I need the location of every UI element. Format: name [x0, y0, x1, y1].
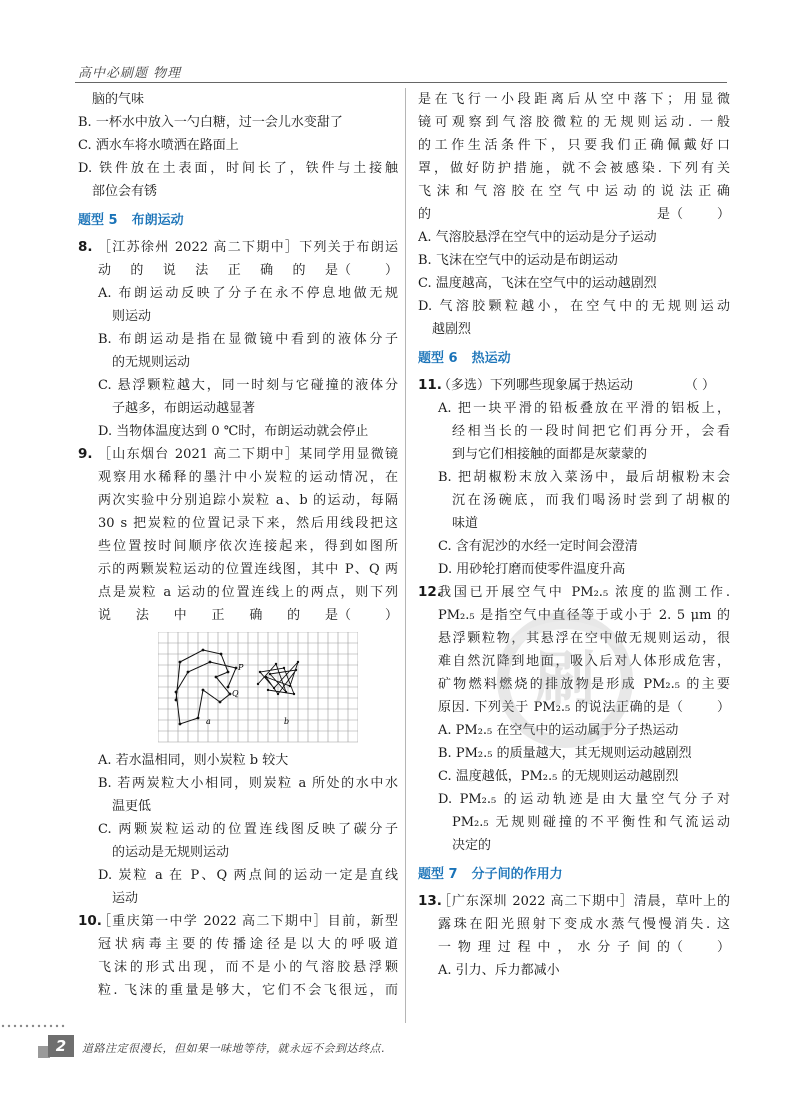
q7-option-d-cont: 部位会有锈: [92, 184, 158, 199]
question-number: 13.: [418, 893, 442, 909]
question-text: （多选）下列哪些现象属于热运动: [438, 378, 634, 393]
q7-option-c: C. 洒水车将水喷洒在路面上: [78, 138, 239, 153]
question-text: 说法中正确的是: [98, 608, 338, 623]
header-rule: [75, 82, 727, 83]
q11-option-a-cont: 经相当长的一段时间把它们再分开，会看: [452, 424, 730, 439]
answer-blank[interactable]: （ ）: [670, 700, 730, 715]
q7-option-b: B. 一杯水中放入一勺白糖，过一会儿水变甜了: [78, 115, 343, 130]
watermark-seal: [490, 605, 640, 755]
answer-blank[interactable]: （ ）: [338, 608, 398, 623]
question-13-stem-end: [418, 936, 730, 959]
section-title: 热运动: [471, 351, 511, 366]
watermark-text: 刷: [535, 645, 595, 715]
q9-option-d-cont: 运动: [112, 891, 139, 906]
question-text: 露珠在阳光照射下变成水蒸气慢慢消失. 这: [438, 917, 730, 932]
question-text: 粒. 飞沫的重量是够大，它们不会飞很远，而: [98, 983, 398, 998]
q10-option-b[interactable]: B. 飞沫在空气中的运动是布朗运动: [418, 253, 618, 268]
q7-option-d: D. 铁件放在土表面，时间长了，铁件与土接触: [78, 161, 398, 176]
q9-option-a[interactable]: A. 若水温相同，则小炭粒 b 较大: [98, 753, 289, 768]
question-number: 8.: [78, 239, 93, 255]
question-text: 我国已开展空气中 PM₂.₅ 浓度的监测工作.: [438, 585, 730, 600]
question-8-stem-end: [78, 259, 398, 282]
section-heading-7: [418, 863, 730, 886]
question-text: 的工作生活条件下，只要我们正确佩戴好口: [418, 138, 730, 153]
question-text: 两次实验中分别追踪小炭粒 a、b 的运动，每隔: [98, 493, 398, 508]
footer-motto: 道路注定很漫长，但如果一味地等待，就永远不会到达终点.: [82, 1042, 385, 1055]
question-number: 11.: [418, 377, 442, 393]
q11-option-b[interactable]: B. 把胡椒粉末放入菜汤中，最后胡椒粉末会: [438, 470, 730, 485]
section-heading-5: [78, 209, 398, 232]
section-label: 题型 7: [418, 867, 458, 882]
question-text: 的是: [418, 207, 670, 222]
question-text: 30 s 把炭粒的位置记录下来，然后用线段把这: [98, 516, 398, 531]
q12-option-b[interactable]: B. PM₂.₅ 的质量越大，其无规则运动越剧烈: [438, 746, 692, 761]
question-text: 矿物燃料燃烧的排放物是形成 PM₂.₅ 的主要: [438, 677, 730, 692]
grid-lines: [158, 632, 358, 742]
question-13-stem: [418, 890, 730, 913]
q8-option-c-cont: 子越多，布朗运动越显著: [112, 401, 256, 416]
q9-option-c-cont: 的运动是无规则运动: [112, 845, 230, 860]
q11-option-c[interactable]: C. 含有泥沙的水经一定时间会澄清: [438, 539, 638, 554]
question-text: 难自然沉降到地面，吸入后对人体形成危害，: [438, 654, 730, 669]
section-title: 布朗运动: [131, 213, 184, 228]
label-a: a: [206, 717, 211, 726]
q11-option-a[interactable]: A. 把一块平滑的铅板叠放在平滑的铝板上，: [438, 401, 730, 416]
q11-option-b-cont: 味道: [452, 516, 479, 531]
page-number: 2: [48, 1035, 74, 1057]
question-text: ［重庆第一中学 2022 高二下期中］目前，新型: [98, 914, 398, 929]
question-10-stem-end: [418, 203, 730, 226]
question-text: 动的说法正确的是: [98, 263, 338, 278]
q11-option-a-cont: 到与它们相接触的面都是灰蒙蒙的: [452, 447, 648, 462]
question-text: 飞沫的形式出现，而不是小的气溶胶悬浮颗: [98, 960, 398, 975]
label-q: Q: [232, 689, 239, 698]
q8-option-a[interactable]: A. 布朗运动反映了分子在永不停息地做无规: [98, 286, 398, 301]
question-text: 飞沫和气溶胶在空气中运动的说法正确: [418, 184, 730, 199]
question-text: ［山东烟台 2021 高二下期中］某同学用显微镜: [98, 447, 398, 462]
q7-option-c-tail: 脑的气味: [92, 92, 145, 107]
question-text: 冠状病毒主要的传播途径是以大的呼吸道: [98, 937, 398, 952]
label-p: P: [238, 663, 244, 672]
running-header: 高中必刷题 物理: [78, 66, 182, 81]
question-text: 原因. 下列关于 PM₂.₅ 的说法正确的是: [438, 700, 670, 715]
q9-option-b-cont: 温更低: [112, 799, 152, 814]
q8-option-c[interactable]: C. 悬浮颗粒越大，同一时刻与它碰撞的液体分: [98, 378, 398, 393]
question-text: 罩，做好防护措施，就不会被感染. 下列有关: [418, 161, 730, 176]
q8-option-a-cont: 则运动: [112, 309, 152, 324]
q11-option-d[interactable]: D. 用砂轮打磨而使零件温度升高: [438, 562, 626, 577]
q11-option-b-cont: 沉在汤碗底，而我们喝汤时尝到了胡椒的: [452, 493, 730, 508]
question-number: 10.: [78, 913, 102, 929]
answer-blank[interactable]: （ ）: [338, 263, 398, 278]
q10-option-a[interactable]: A. 气溶胶悬浮在空气中的运动是分子运动: [418, 230, 657, 245]
question-8-stem: [78, 236, 398, 259]
question-text: ［广东深圳 2022 高二下期中］清晨，草叶上的: [438, 894, 730, 909]
section-label: 题型 5: [78, 213, 118, 228]
question-11-stem: [418, 374, 730, 397]
brownian-motion-figure: [78, 632, 398, 745]
q12-option-a[interactable]: A. PM₂.₅ 在空气中的运动属于分子热运动: [438, 723, 679, 738]
right-column: [418, 88, 730, 982]
q9-option-b[interactable]: B. 若两炭粒大小相同，则炭粒 a 所处的水中水: [98, 776, 398, 791]
answer-blank[interactable]: （ ）: [684, 378, 716, 393]
q12-option-d-cont: 决定的: [452, 838, 492, 853]
question-12-stem: [418, 581, 730, 604]
question-text: 点是炭粒 a 运动的位置连线上的两点，则下列: [98, 585, 398, 600]
answer-blank[interactable]: （ ）: [670, 207, 730, 222]
question-number: 12.: [418, 584, 442, 600]
q9-option-c[interactable]: C. 两颗炭粒运动的位置连线图反映了碳分子: [98, 822, 398, 837]
q9-option-d[interactable]: D. 炭粒 a 在 P、Q 两点间的运动一定是直线: [98, 868, 398, 883]
question-text: ［江苏徐州 2022 高二下期中］下列关于布朗运: [98, 240, 398, 255]
label-b: b: [284, 717, 290, 726]
question-text: 观察用水稀释的墨汁中小炭粒的运动情况，在: [98, 470, 398, 485]
question-text: 一物理过程中，水分子间的: [438, 940, 670, 955]
q8-option-b[interactable]: B. 布朗运动是指在显微镜中看到的液体分子: [98, 332, 398, 347]
question-text: 些位置按时间顺序依次连接起来，得到如图所: [98, 539, 398, 554]
question-text: PM₂.₅ 是指空气中直径等于或小于 2. 5 μm 的: [438, 608, 730, 623]
q12-option-d-cont: PM₂.₅ 无规则碰撞的不平衡性和气流运动: [452, 815, 730, 830]
question-10-stem: [78, 910, 398, 933]
question-text: 镜可观察到气溶胶微粒的无规则运动. 一般: [418, 115, 730, 130]
question-text: 示的两颗炭粒运动的位置连线图，其中 P、Q 两: [98, 562, 398, 577]
question-number: 9.: [78, 446, 93, 462]
q8-option-d[interactable]: D. 当物体温度达到 0 ℃时，布朗运动就会停止: [98, 424, 369, 439]
q8-option-b-cont: 的无规则运动: [112, 355, 191, 370]
left-column: [78, 88, 398, 1002]
q10-option-c[interactable]: C. 温度越高，飞沫在空气中的运动越剧烈: [418, 276, 657, 291]
q12-option-d[interactable]: D. PM₂.₅ 的运动轨迹是由大量空气分子对: [438, 792, 730, 807]
section-title: 分子间的作用力: [471, 867, 563, 882]
section-label: 题型 6: [418, 351, 458, 366]
answer-blank[interactable]: （ ）: [670, 940, 730, 955]
q10-option-d-cont: 越剧烈: [432, 322, 472, 337]
question-9-stem: [78, 443, 398, 466]
footer-dots: [0, 1022, 70, 1030]
question-text: 悬浮颗粒物，其悬浮在空中做无规则运动，很: [438, 631, 730, 646]
question-9-stem-end: [78, 604, 398, 627]
section-heading-6: [418, 347, 730, 370]
q12-option-c[interactable]: C. 温度越低，PM₂.₅ 的无规则运动越剧烈: [438, 769, 679, 784]
question-text: 是在飞行一小段距离后从空中落下；用显微: [418, 92, 730, 107]
trajectory-grid-diagram: [158, 632, 358, 745]
q10-option-d[interactable]: D. 气溶胶颗粒越小，在空气中的无规则运动: [418, 299, 730, 314]
q13-option-a[interactable]: A. 引力、斥力都减小: [438, 963, 560, 978]
column-divider: [405, 88, 406, 1023]
